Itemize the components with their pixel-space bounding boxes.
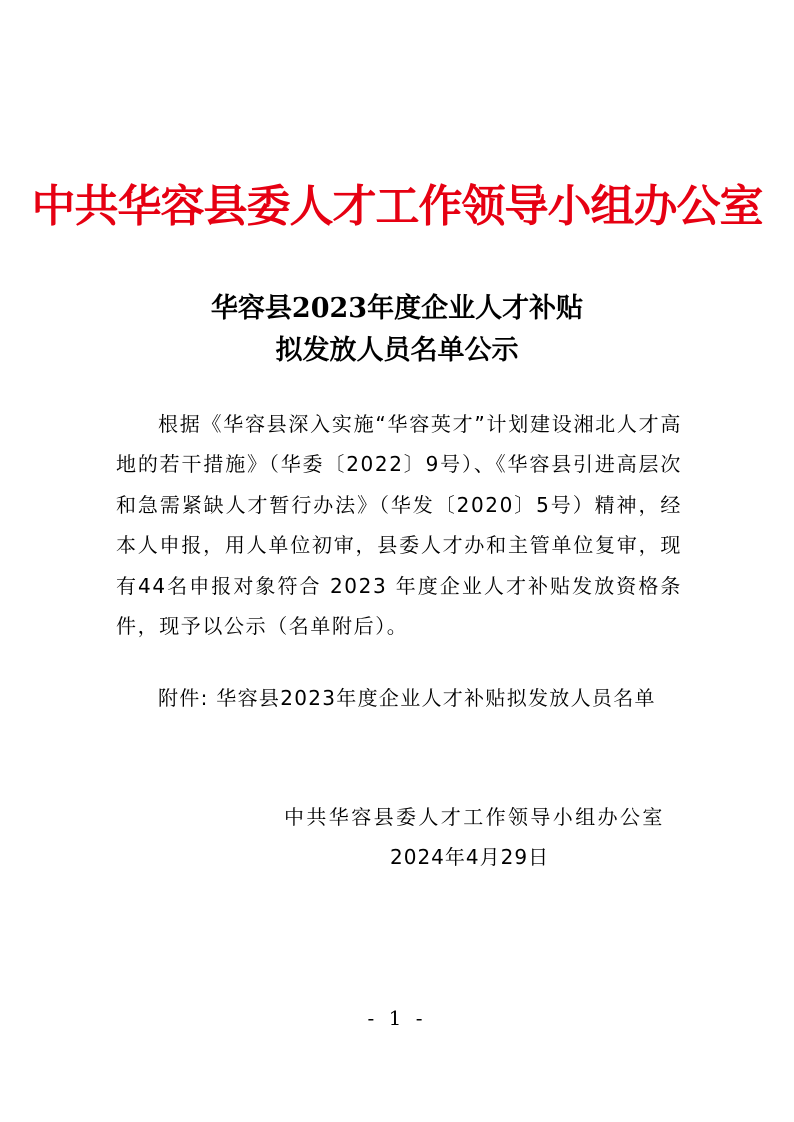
body-paragraph: 根据《华容县深入实施“华容英才”计划建设湘北人才高地的若干措施》（华委〔2022〕9号）、《华容县引进高层次和急需紧缺人才暂行办法》（华发〔2020〕5号）精神，经本人申报，用人单位初审，县委人才办和主管单位复审，现有44名申报对象符合 2023 年度企业人才补贴发放资格条件，现予以公示（名单附后）。 xyxy=(116,412,682,639)
page-number: - 1 - xyxy=(367,1006,427,1030)
title-line-1: 华容县2023年度企业人才补贴 xyxy=(210,293,584,324)
attachment-note: 附件: 华容县2023年度企业人才补贴拟发放人员名单 xyxy=(158,686,656,710)
document-title xyxy=(0,288,794,372)
signature-date: 2024年4月29日 xyxy=(390,845,550,869)
signature-organization: 中共华容县委人才工作领导小组办公室 xyxy=(284,805,665,829)
title-line-2: 拟发放人员名单公示 xyxy=(275,335,519,366)
issuing-body-header: 中共华容县委人才工作领导小组办公室 xyxy=(31,181,763,232)
